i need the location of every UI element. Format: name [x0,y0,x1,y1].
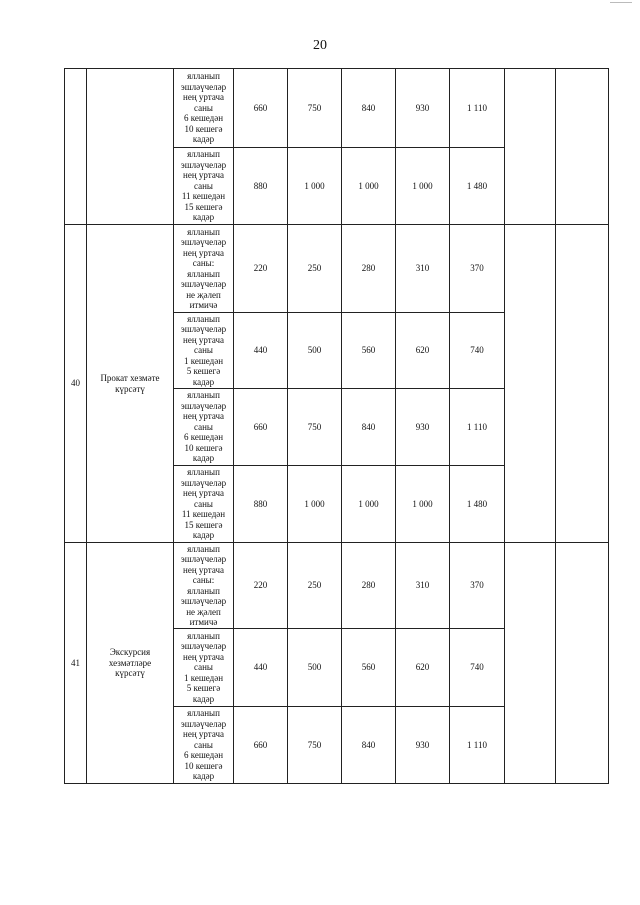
value-cell: 500 [288,629,342,707]
value-cell: 560 [342,629,396,707]
value-cell: 560 [342,313,396,389]
value-cell: 660 [234,707,288,784]
value-cell: 310 [396,543,450,629]
value-cell: 740 [450,313,505,389]
employee-range-cell: ялланып эшләүчеләр нең уртача саны 6 кешедән 10 кешегә кадәр [174,69,234,148]
empty-cell [505,225,556,543]
value-cell: 220 [234,225,288,313]
value-cell: 1 110 [450,69,505,148]
empty-cell [505,543,556,784]
table-row [65,543,609,629]
value-cell: 930 [396,389,450,466]
value-cell: 1 480 [450,466,505,543]
service-name-cell [87,69,174,225]
empty-cell [556,69,609,225]
employee-range-cell: ялланып эшләүчеләр нең уртача саны 6 кешедән 10 кешегә кадәр [174,707,234,784]
value-cell: 370 [450,543,505,629]
value-cell: 660 [234,389,288,466]
value-cell: 840 [342,389,396,466]
value-cell: 370 [450,225,505,313]
value-cell: 840 [342,707,396,784]
employee-range-cell: ялланып эшләүчеләр нең уртача саны 11 кешедән 15 кешегә кадәр [174,466,234,543]
value-cell: 500 [288,313,342,389]
value-cell: 1 000 [396,148,450,225]
employee-range-cell: ялланып эшләүчеләр нең уртача саны 1 кешедән 5 кешегә кадәр [174,629,234,707]
employee-range-cell: ялланып эшләүчеләр нең уртача саны: ялланып эшләүчеләр не җәлеп итмичә [174,543,234,629]
value-cell: 1 000 [396,466,450,543]
empty-cell [505,69,556,225]
value-cell: 1 000 [288,148,342,225]
value-cell: 440 [234,313,288,389]
row-number-cell: 41 [65,543,87,784]
value-cell: 1 110 [450,707,505,784]
page-number: 20 [313,38,327,53]
top-edge-mark [610,2,632,3]
row-number-cell: 40 [65,225,87,543]
employee-range-cell: ялланып эшләүчеләр нең уртача саны 6 кешедән 10 кешегә кадәр [174,389,234,466]
service-name-cell: Прокат хезмәте күрсәтү [87,225,174,543]
value-cell: 750 [288,69,342,148]
value-cell: 880 [234,466,288,543]
value-cell: 620 [396,313,450,389]
value-cell: 250 [288,543,342,629]
tariff-table [64,68,609,784]
value-cell: 440 [234,629,288,707]
value-cell: 740 [450,629,505,707]
value-cell: 930 [396,707,450,784]
value-cell: 930 [396,69,450,148]
empty-cell [556,543,609,784]
value-cell: 310 [396,225,450,313]
value-cell: 750 [288,389,342,466]
value-cell: 880 [234,148,288,225]
value-cell: 750 [288,707,342,784]
value-cell: 250 [288,225,342,313]
employee-range-cell: ялланып эшләүчеләр нең уртача саны: ялланып эшләүчеләр не җәлеп итмичә [174,225,234,313]
value-cell: 1 000 [288,466,342,543]
value-cell: 1 110 [450,389,505,466]
value-cell: 660 [234,69,288,148]
row-number-cell [65,69,87,225]
employee-range-cell: ялланып эшләүчеләр нең уртача саны 1 кешедән 5 кешегә кадәр [174,313,234,389]
value-cell: 1 000 [342,148,396,225]
table-row [65,69,609,148]
employee-range-cell: ялланып эшләүчеләр нең уртача саны 11 кешедән 15 кешегә кадәр [174,148,234,225]
value-cell: 280 [342,225,396,313]
value-cell: 220 [234,543,288,629]
value-cell: 280 [342,543,396,629]
value-cell: 620 [396,629,450,707]
empty-cell [556,225,609,543]
value-cell: 1 000 [342,466,396,543]
service-name-cell: Экскурсия хезмәтләре күрсәтү [87,543,174,784]
value-cell: 1 480 [450,148,505,225]
table-row [65,225,609,313]
value-cell: 840 [342,69,396,148]
